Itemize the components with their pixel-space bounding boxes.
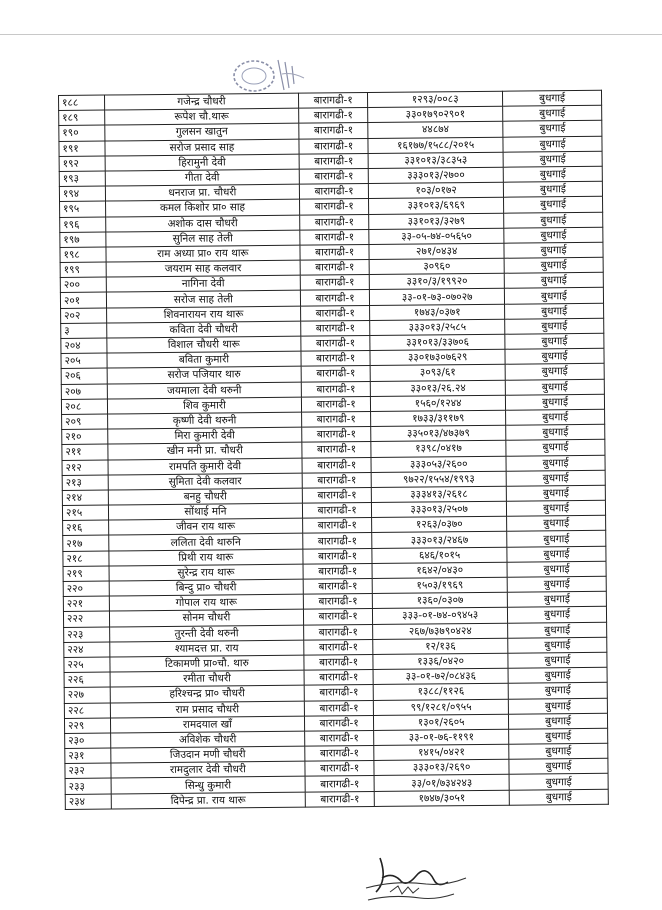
- citizenship-number-cell: १६४२/०४३०: [372, 562, 507, 578]
- name-cell: जीवन राय थारू: [108, 518, 303, 535]
- name-cell: सुरेन्द्र राय थारू: [109, 564, 304, 581]
- name-cell: सोनम चौधरी: [109, 610, 304, 627]
- ward-cell: बारागढी-१: [300, 184, 369, 200]
- citizenship-number-cell: ४४८७४: [368, 122, 503, 138]
- citizenship-number-cell: १६१७७/१५८८/२०१५: [368, 137, 503, 153]
- district-cell: बुधगाई: [506, 455, 605, 471]
- citizenship-number-cell: १५०३/१९६९: [372, 577, 507, 593]
- name-cell: धनराज प्रा. चौधरी: [105, 184, 300, 201]
- ward-cell: बारागढी-१: [299, 108, 368, 124]
- ward-cell: बारागढी-१: [302, 472, 371, 488]
- ward-cell: बारागढी-१: [300, 244, 369, 260]
- serial-number-cell: २३३: [65, 778, 111, 794]
- serial-number-cell: २२९: [64, 718, 110, 734]
- name-cell: रामदुलार देवी चौधरी: [111, 761, 306, 778]
- ward-cell: बारागढी-१: [305, 715, 374, 731]
- serial-number-cell: २१३: [62, 475, 108, 491]
- ward-cell: बारागढी-१: [302, 457, 371, 473]
- citizenship-number-cell: ३३-०१-७२/०८४३६: [373, 668, 508, 684]
- district-cell: बुधगाई: [507, 546, 606, 562]
- serial-number-cell: २०५: [61, 353, 107, 369]
- chairperson-signature: [360, 848, 470, 906]
- district-cell: बुधगाई: [507, 591, 606, 607]
- ward-cell: बारागढी-१: [304, 639, 373, 655]
- district-cell: बुधगाई: [505, 364, 604, 380]
- serial-number-cell: १९४: [59, 186, 105, 202]
- district-cell: बुधगाई: [509, 743, 608, 759]
- name-cell: प्रिथी राय थारू: [109, 549, 304, 566]
- serial-number-cell: ३: [61, 323, 107, 339]
- citizenship-number-cell: १३९८/०४१७: [371, 441, 506, 457]
- district-cell: बुधगाई: [509, 728, 608, 744]
- voter-list-sheet: [58, 90, 609, 810]
- serial-number-cell: २११: [62, 444, 108, 460]
- district-cell: बुधगाई: [504, 273, 603, 289]
- district-cell: बुधगाई: [508, 652, 607, 668]
- serial-number-cell: २२१: [63, 596, 109, 612]
- ward-cell: बारागढी-१: [304, 609, 373, 625]
- citizenship-number-cell: ३३३४१३/२६१८: [371, 486, 506, 502]
- serial-number-cell: १९९: [60, 262, 106, 278]
- ward-cell: बारागढी-१: [304, 624, 373, 640]
- serial-number-cell: १९८: [60, 247, 106, 263]
- citizenship-number-cell: ३३/०१/७३४२४३: [374, 775, 509, 791]
- name-cell: बिन्दु प्रा० चौधरी: [109, 579, 304, 596]
- citizenship-number-cell: ३३१०१३/३८३५३: [368, 152, 503, 168]
- district-cell: बुधगाई: [503, 121, 602, 137]
- citizenship-number-cell: ९९/१२८१/०९५५: [374, 699, 509, 715]
- serial-number-cell: २०१: [60, 292, 106, 308]
- district-cell: बुधगाई: [506, 409, 605, 425]
- citizenship-number-cell: ३३०१७३०७६२९: [370, 349, 505, 365]
- ward-cell: बारागढी-१: [299, 153, 368, 169]
- serial-number-cell: २१६: [63, 520, 109, 536]
- citizenship-number-cell: १५६०/१२४४: [371, 395, 506, 411]
- citizenship-number-cell: ३३०१७९०२९०१: [368, 106, 503, 122]
- district-cell: बुधगाई: [507, 500, 606, 516]
- name-cell: गीता देवी: [105, 169, 300, 186]
- ward-cell: बारागढी-१: [303, 594, 372, 610]
- district-cell: बुधगाई: [506, 394, 605, 410]
- citizenship-number-cell: ३०९३/६१: [370, 365, 505, 381]
- ward-cell: बारागढी-१: [301, 290, 370, 306]
- name-cell: गोपाल राय थारू: [109, 594, 304, 611]
- name-cell: शिवनारायन राय थारू: [106, 306, 301, 323]
- ward-cell: बारागढी-१: [301, 305, 370, 321]
- district-cell: बुधगाई: [506, 470, 605, 486]
- citizenship-number-cell: २७१/०४३४: [369, 243, 504, 259]
- district-cell: बुधगाई: [507, 576, 606, 592]
- district-cell: बुधगाई: [506, 485, 605, 501]
- ward-cell: बारागढी-१: [303, 548, 372, 564]
- serial-number-cell: २१०: [62, 429, 108, 445]
- ward-cell: बारागढी-१: [300, 214, 369, 230]
- citizenship-number-cell: ९७२२/१५५४/१९९३: [371, 471, 506, 487]
- citizenship-number-cell: १७४७/३०५१: [374, 790, 509, 806]
- ward-cell: बारागढी-१: [303, 503, 372, 519]
- district-cell: बुधगाई: [509, 789, 608, 805]
- district-cell: बुधगाई: [503, 105, 602, 121]
- ward-cell: बारागढी-१: [303, 533, 372, 549]
- serial-number-cell: १८८: [59, 95, 105, 111]
- citizenship-number-cell: ३३३-०१-७४-०९४५३: [373, 608, 508, 624]
- ward-cell: बारागढी-१: [304, 654, 373, 670]
- ward-cell: बारागढी-१: [302, 442, 371, 458]
- citizenship-number-cell: ३३१०१३/३३७०६: [370, 334, 505, 350]
- district-cell: बुधगाई: [503, 166, 602, 182]
- serial-number-cell: २२२: [63, 611, 109, 627]
- ward-cell: बारागढी-१: [301, 381, 370, 397]
- serial-number-cell: २००: [60, 277, 106, 293]
- name-cell: सरोज प्रसाद साह: [105, 139, 300, 156]
- district-cell: बुधगाई: [508, 683, 607, 699]
- name-cell: बनहु चौधरी: [108, 488, 303, 505]
- ward-cell: बारागढी-१: [303, 579, 372, 595]
- name-cell: हिरामुनी देवी: [105, 154, 300, 171]
- serial-number-cell: १९०: [59, 125, 105, 141]
- ward-cell: बारागढी-१: [303, 563, 372, 579]
- table-body: [59, 90, 609, 809]
- serial-number-cell: २१७: [63, 535, 109, 551]
- citizenship-number-cell: ३३१०१३/६९६९: [369, 198, 504, 214]
- citizenship-number-cell: ३३५०१३/४७३७९: [371, 425, 506, 441]
- name-cell: जयराम साह कलवार: [106, 260, 301, 277]
- name-cell: सरोज साह तेली: [106, 291, 301, 308]
- name-cell: राम अध्या प्रा० राय थारू: [106, 245, 301, 262]
- district-cell: बुधगाई: [505, 348, 604, 364]
- name-cell: तुरन्ती देवी थरुनी: [109, 625, 304, 642]
- name-cell: राम प्रसाद चौधरी: [110, 701, 305, 718]
- citizenship-number-cell: ३३३०१३/२६९०: [374, 759, 509, 775]
- citizenship-number-cell: ३३३०१३/२४६७: [372, 532, 507, 548]
- citizenship-number-cell: ३३१०/३/१९९२०: [369, 273, 504, 289]
- district-cell: बुधगाई: [506, 424, 605, 440]
- district-cell: बुधगाई: [508, 622, 607, 638]
- citizenship-number-cell: १३६०/०३०७: [373, 592, 508, 608]
- name-cell: सोंथाई मनि: [108, 503, 303, 520]
- citizenship-number-cell: २६७/७३७९०४२४: [373, 623, 508, 639]
- ward-cell: बारागढी-१: [302, 411, 371, 427]
- ward-cell: बारागढी-१: [301, 366, 370, 382]
- ward-cell: बारागढी-१: [304, 700, 373, 716]
- citizenship-number-cell: ३३-०१-७३-०७०२७: [370, 289, 505, 305]
- serial-number-cell: २३०: [65, 733, 111, 749]
- citizenship-number-cell: १७४३/०३७१: [370, 304, 505, 320]
- serial-number-cell: २२०: [63, 581, 109, 597]
- district-cell: बुधगाई: [508, 637, 607, 653]
- district-cell: बुधगाई: [505, 333, 604, 349]
- district-cell: बुधगाई: [507, 561, 606, 577]
- ward-cell: बारागढी-१: [299, 93, 368, 109]
- ward-cell: बारागढी-१: [305, 776, 374, 792]
- name-cell: सिन्धु कुमारी: [111, 777, 306, 794]
- district-cell: बुधगाई: [507, 531, 606, 547]
- name-cell: अशोक दास चौधरी: [105, 215, 300, 232]
- district-cell: बुधगाई: [509, 713, 608, 729]
- citizenship-number-cell: १४१५/०४२१: [374, 744, 509, 760]
- citizenship-number-cell: १२/१३६: [373, 638, 508, 654]
- serial-number-cell: २२३: [64, 627, 110, 643]
- name-cell: गुलसन खातुन: [104, 124, 299, 141]
- district-cell: बुधगाई: [505, 288, 604, 304]
- ward-cell: बारागढी-१: [299, 123, 368, 139]
- name-cell: नागिना देवी: [106, 275, 301, 292]
- ward-cell: बारागढी-१: [302, 427, 371, 443]
- citizenship-number-cell: ३३३०१३/२५८५: [370, 319, 505, 335]
- ward-cell: बारागढी-१: [305, 746, 374, 762]
- district-cell: बुधगाई: [508, 607, 607, 623]
- citizenship-number-cell: ३३३०१३/२५०७: [372, 501, 507, 517]
- scan-edge-line: [0, 34, 662, 35]
- name-cell: सुमिता देवी कलवार: [108, 473, 303, 490]
- serial-number-cell: २१२: [62, 460, 108, 476]
- serial-number-cell: २१८: [63, 551, 109, 567]
- serial-number-cell: १९५: [60, 201, 106, 217]
- district-cell: बुधगाई: [503, 136, 602, 152]
- name-cell: हरिश्चन्द्र प्रा० चौधरी: [110, 685, 305, 702]
- ward-cell: बारागढी-१: [299, 138, 368, 154]
- serial-number-cell: २२५: [64, 657, 110, 673]
- ward-cell: बारागढी-१: [305, 761, 374, 777]
- citizenship-number-cell: ३३-०५-७४-०५६५०: [369, 228, 504, 244]
- citizenship-number-cell: ३०९६०: [369, 258, 504, 274]
- name-cell: कविता देवी चौधरी: [106, 321, 301, 338]
- district-cell: बुधगाई: [509, 774, 608, 790]
- district-cell: बुधगाई: [503, 181, 602, 197]
- name-cell: अविशेक चौधरी: [110, 731, 305, 748]
- ward-cell: बारागढी-१: [301, 351, 370, 367]
- district-cell: बुधगाई: [503, 90, 602, 106]
- serial-number-cell: २०९: [62, 414, 108, 430]
- citizenship-number-cell: ३३३०५३/२६००: [371, 456, 506, 472]
- ward-cell: बारागढी-१: [299, 168, 368, 184]
- serial-number-cell: २२७: [64, 687, 110, 703]
- district-cell: बुधगाई: [504, 197, 603, 213]
- name-cell: जिउदान मणी चौधरी: [110, 746, 305, 763]
- ward-cell: बारागढी-१: [300, 199, 369, 215]
- district-cell: बुधगाई: [505, 318, 604, 334]
- serial-number-cell: २२४: [64, 642, 110, 658]
- name-cell: रामपति कुमारी देवी: [108, 458, 303, 475]
- serial-number-cell: २०७: [61, 384, 107, 400]
- serial-number-cell: २२६: [64, 672, 110, 688]
- serial-number-cell: २०६: [61, 368, 107, 384]
- name-cell: ललिता देवी थारुनि: [108, 534, 303, 551]
- name-cell: गजेन्द्र चौधरी: [104, 93, 299, 110]
- ward-cell: बारागढी-१: [302, 396, 371, 412]
- citizenship-number-cell: १३८८/११२६: [373, 684, 508, 700]
- ward-cell: बारागढी-१: [300, 275, 369, 291]
- name-cell: जयमाला देवी थरुनी: [107, 382, 302, 399]
- district-cell: बुधगाई: [504, 242, 603, 258]
- ward-cell: बारागढी-१: [305, 791, 374, 807]
- citizenship-number-cell: ६४६/१०१५: [372, 547, 507, 563]
- serial-number-cell: २१४: [62, 490, 108, 506]
- serial-number-cell: १९२: [59, 156, 105, 172]
- district-cell: बुधगाई: [505, 303, 604, 319]
- ward-cell: बारागढी-१: [300, 229, 369, 245]
- district-cell: बुधगाई: [504, 212, 603, 228]
- citizenship-number-cell: १३०१/२६०५: [374, 714, 509, 730]
- citizenship-number-cell: १०३/०१७२: [369, 182, 504, 198]
- name-cell: श्यामदत्त प्रा. राय: [109, 640, 304, 657]
- citizenship-number-cell: १२६३/०३७०: [372, 516, 507, 532]
- district-cell: बुधगाई: [503, 151, 602, 167]
- name-cell: कमल किशोर प्रा० साह: [105, 199, 300, 216]
- voter-list-table: [58, 90, 609, 810]
- name-cell: टिकामणी प्रा०चौ. थारु: [110, 655, 305, 672]
- name-cell: सुनिल साह तेली: [106, 230, 301, 247]
- serial-number-cell: २०८: [61, 399, 107, 415]
- serial-number-cell: २३४: [65, 794, 111, 810]
- ward-cell: बारागढी-१: [303, 518, 372, 534]
- name-cell: मिरा कुमारी देवी: [107, 427, 302, 444]
- ward-cell: बारागढी-१: [304, 670, 373, 686]
- serial-number-cell: २०४: [61, 338, 107, 354]
- district-cell: बुधगाई: [504, 227, 603, 243]
- name-cell: रामदयाल खाँ: [110, 716, 305, 733]
- name-cell: विशाल चौधरी थारू: [107, 336, 302, 353]
- citizenship-number-cell: ३३-०१-७६-११९१: [374, 729, 509, 745]
- name-cell: कृष्णी देवी थरुनी: [107, 412, 302, 429]
- name-cell: रमीता चौधरी: [110, 670, 305, 687]
- serial-number-cell: १९१: [59, 141, 105, 157]
- name-cell: रूपेश चौ.थारू: [104, 108, 299, 125]
- name-cell: सरोज पजियार थारु: [107, 367, 302, 384]
- serial-number-cell: १९६: [60, 217, 106, 233]
- ward-cell: बारागढी-१: [305, 730, 374, 746]
- serial-number-cell: १९३: [59, 171, 105, 187]
- district-cell: बुधगाई: [505, 379, 604, 395]
- serial-number-cell: २२८: [64, 703, 110, 719]
- serial-number-cell: २३२: [65, 763, 111, 779]
- citizenship-number-cell: १७३३/३११७९: [371, 410, 506, 426]
- name-cell: दिपेन्द्र प्रा. राय थारू: [111, 792, 306, 809]
- citizenship-number-cell: ३३१०१३/३२७९: [369, 213, 504, 229]
- ward-cell: बारागढी-१: [304, 685, 373, 701]
- name-cell: शिव कुमारी: [107, 397, 302, 414]
- district-cell: बुधगाई: [508, 698, 607, 714]
- serial-number-cell: २०२: [61, 308, 107, 324]
- serial-number-cell: १९७: [60, 232, 106, 248]
- ward-cell: बारागढी-१: [301, 320, 370, 336]
- district-cell: बुधगाई: [509, 759, 608, 775]
- citizenship-number-cell: ३३०१३/२६.२४: [370, 380, 505, 396]
- district-cell: बुधगाई: [508, 667, 607, 683]
- serial-number-cell: २१९: [63, 566, 109, 582]
- ward-cell: बारागढी-१: [300, 260, 369, 276]
- office-stamp: [222, 52, 312, 96]
- district-cell: बुधगाई: [507, 516, 606, 532]
- citizenship-number-cell: १३३६/०४२०: [373, 653, 508, 669]
- district-cell: बुधगाई: [506, 440, 605, 456]
- name-cell: खीन मनी प्रा. चौधरी: [108, 442, 303, 459]
- district-cell: बुधगाई: [504, 257, 603, 273]
- citizenship-number-cell: १२९३/००८३: [368, 91, 503, 107]
- name-cell: बविता कुमारी: [107, 351, 302, 368]
- ward-cell: बारागढी-१: [301, 336, 370, 352]
- serial-number-cell: २१५: [62, 505, 108, 521]
- serial-number-cell: १८९: [59, 110, 105, 126]
- citizenship-number-cell: ३३३०१३/२७००: [368, 167, 503, 183]
- ward-cell: बारागढी-१: [302, 487, 371, 503]
- serial-number-cell: २३१: [65, 748, 111, 764]
